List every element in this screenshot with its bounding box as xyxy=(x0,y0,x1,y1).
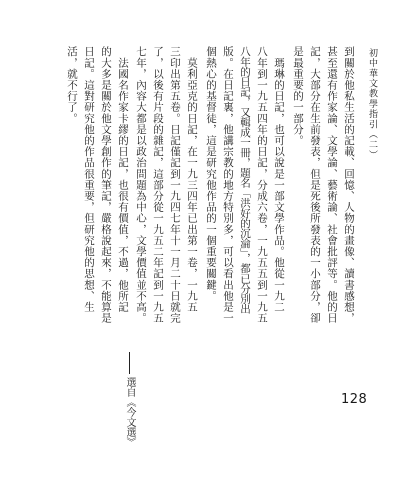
text-column-14: 法國名作家卡繆的日記，也很有價值，不過，他所記 xyxy=(117,46,129,313)
text-column-16: 日記。這對研究他的作品很重要，但研究他的思想、生 xyxy=(83,46,95,313)
text-column-3: 記，大部分在生前發表，但是死後所發表的一小部分，卻 xyxy=(309,46,321,324)
text-column-4: 是最重要的一部分。 xyxy=(292,46,304,146)
text-column-2: 甚至還有作家論、文學論、藝術論、社會批評等。他的日 xyxy=(326,46,338,324)
text-column-5: 瑪琳的日記，也可以說是一部文學作品。他從一九二 xyxy=(273,46,285,313)
running-header: 初中華文教學指引（二） xyxy=(367,48,377,161)
attribution-dash xyxy=(129,352,130,374)
source-attribution xyxy=(124,352,134,447)
text-column-7: 八年的日記，又輯成一冊，題名「洪好的沉淪」，都已分別出 xyxy=(239,46,251,314)
text-column-11: 三印出第五卷。日記僅記到一九四七年十一月二十日就完 xyxy=(169,46,181,324)
text-column-10: 莫利亞克的日記，在一九三四年已出第一卷，一九五 xyxy=(186,46,198,313)
text-column-1: 到關於他私生活的記載、回憶、人物的畫像、讀書感想， xyxy=(343,46,355,324)
text-column-17: 活，就不行了。 xyxy=(66,46,78,124)
page-number: 128 xyxy=(341,392,368,407)
text-column-8: 版。在日記裏，他講宗教的地方特別多，可以看出他是一 xyxy=(222,46,234,324)
text-column-12: 了，以後有片段的雜記，這部分從一九五二年記到一九五 xyxy=(152,46,164,324)
source-text: 選自《今文選》 xyxy=(124,377,135,447)
text-column-6: 八年到一九五四年的日記，分成六卷，一九五五到一九五 xyxy=(256,46,268,324)
text-column-15: 的大多是關於他文學創作的筆記，嚴格說起來，不能算是 xyxy=(100,46,112,324)
text-column-13: 七年，內容大都是以政治問題為中心，文學價值並不高。 xyxy=(135,46,147,324)
text-column-9: 個熱心的基督徒，這是研究他作品的一個重要關鍵。 xyxy=(205,46,217,302)
